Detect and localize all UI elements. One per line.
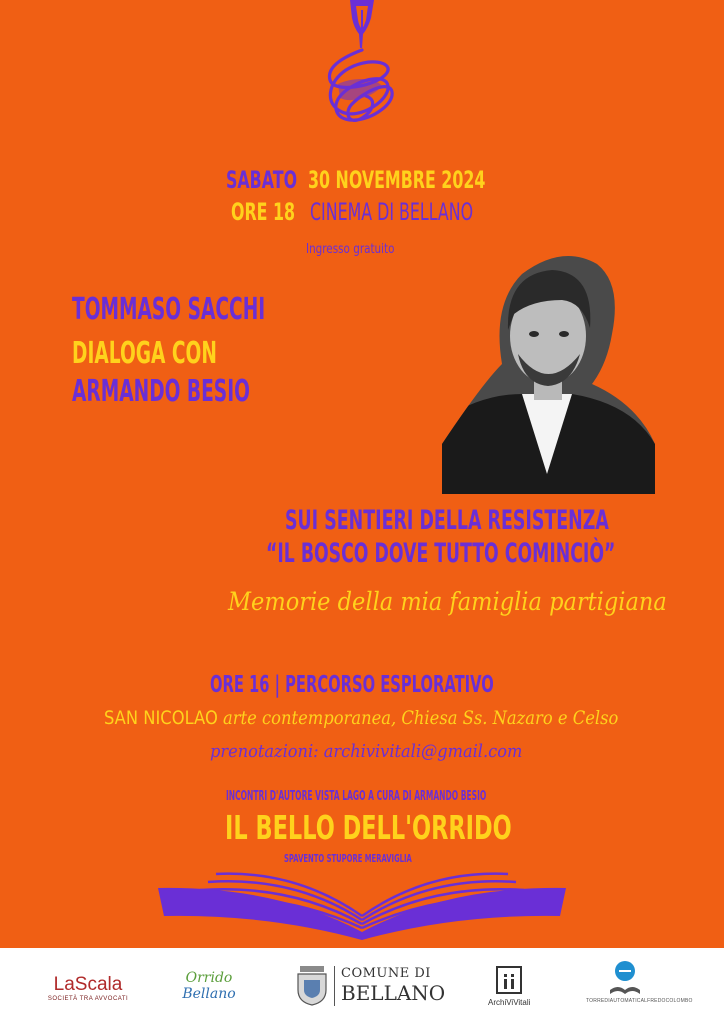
speaker-name: TOMMASO SACCHI <box>72 292 266 327</box>
lascala-logo <box>40 960 136 1016</box>
comune-crest-icon <box>294 964 330 1006</box>
event-date: 30 NOVEMBRE 2024 <box>308 166 486 194</box>
comune-line1: COMUNE DI <box>341 966 431 981</box>
orrido-line1: Orrido <box>185 970 233 986</box>
series-tagline: INCONTRI D'AUTORE VISTA LAGO A CURA DI ARMANDO BESIO <box>226 789 487 804</box>
comune-divider <box>334 966 335 1006</box>
archivi-logo-icon <box>496 966 522 994</box>
fountain-pen-icon <box>316 0 406 128</box>
torre-name: TORREDIAUTOMATICALFREDOCOLOMBO <box>586 998 693 1004</box>
event-time: ORE 18 <box>231 198 296 226</box>
event-venue: CINEMA DI BELLANO <box>310 198 474 226</box>
torre-logo-icon <box>610 960 640 996</box>
sponsors-footer <box>0 948 724 1024</box>
walk-place-details: arte contemporanea, Chiesa Ss. Nazaro e Celso <box>217 707 619 729</box>
walk-place-name: SAN NICOLAO <box>104 707 218 729</box>
entry-note: Ingresso gratuito <box>306 242 395 257</box>
open-book-icon <box>156 868 568 940</box>
lascala-name: LaScala <box>53 974 123 995</box>
booking-info: prenotazioni: archivivitali@gmail.com <box>210 741 523 762</box>
archivi-name: ArchiViVitali <box>488 998 531 1007</box>
book-series-title: SUI SENTIERI DELLA RESISTENZA <box>285 505 609 536</box>
orrido-line2: Bellano <box>182 986 236 1002</box>
book-title: “IL BOSCO DOVE TUTTO COMINCIÒ” <box>266 538 616 569</box>
book-subtitle: Memorie della mia famiglia partigiana <box>228 587 667 616</box>
series-title: IL BELLO DELL'ORRIDO <box>225 808 512 847</box>
day-label: SABATO <box>226 166 298 194</box>
orrido-logo <box>172 958 246 1014</box>
series-subtitle: SPAVENTO STUPORE MERAVIGLIA <box>284 852 412 865</box>
walk-title: ORE 16 | PERCORSO ESPLORATIVO <box>210 672 494 698</box>
host-name: ARMANDO BESIO <box>72 374 250 409</box>
dialogue-connector: DIALOGA CON <box>72 336 217 371</box>
walk-location <box>104 707 618 729</box>
lascala-sub: SOCIETÀ TRA AVVOCATI <box>47 996 129 1002</box>
author-portrait <box>422 244 655 494</box>
comune-logo <box>341 966 446 1005</box>
comune-line2: BELLANO <box>341 981 446 1005</box>
